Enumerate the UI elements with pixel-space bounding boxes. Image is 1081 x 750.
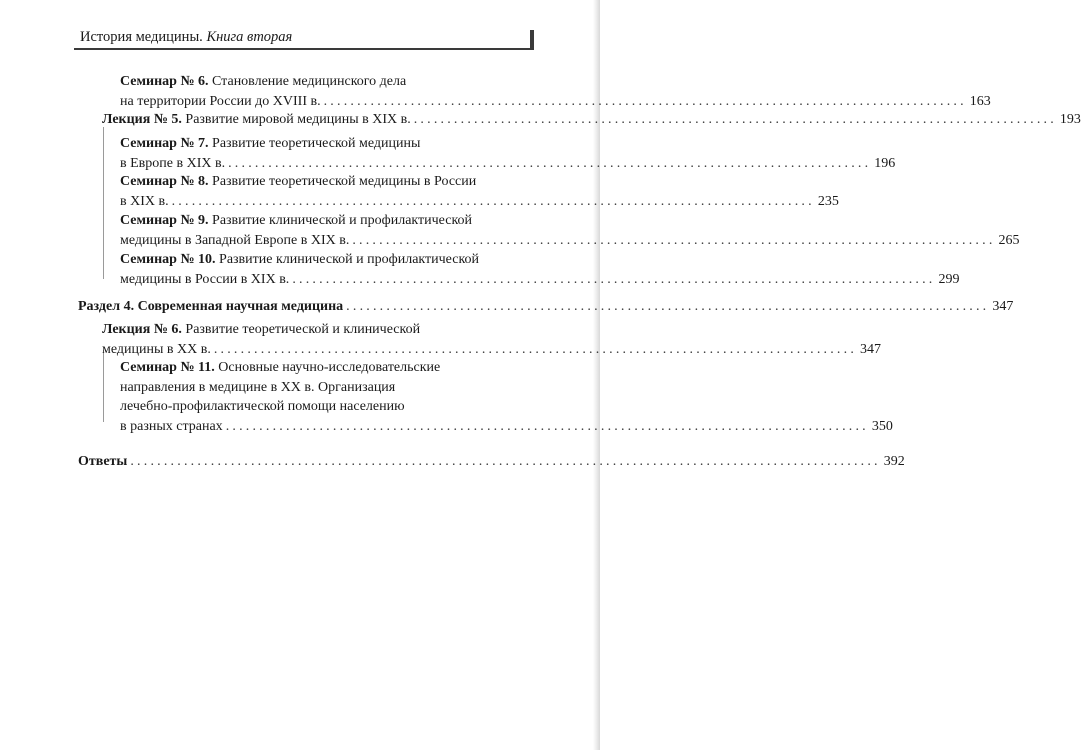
- toc-entry-seminar-10[interactable]: [120, 250, 960, 289]
- toc-entry-title-line: в XIX в.: [120, 193, 169, 209]
- leader-dots: ................................................................................................: [323, 93, 967, 109]
- toc-page-number: 347: [992, 299, 1014, 314]
- toc-entry-label: Семинар № 9.: [120, 213, 209, 228]
- toc-page-number: 196: [874, 155, 896, 171]
- group-bar: [103, 127, 104, 279]
- toc-page-number: 193: [1059, 112, 1081, 127]
- toc-page-number: 392: [883, 454, 905, 469]
- toc-entry-label: Ответы: [78, 454, 128, 469]
- toc-entry-title-line: Современная научная медицина: [137, 299, 344, 314]
- leader-dots: ................................................................................................: [228, 155, 872, 171]
- toc-entry-title-line: лечебно-профилактической помощи населению: [120, 399, 405, 414]
- toc-entry-title-line: направления в медицине в XX в. Организация: [120, 379, 396, 395]
- toc-entry-seminar-8[interactable]: [120, 172, 839, 211]
- toc-entry-title-line: Становление медицинского дела: [212, 74, 407, 89]
- group-bar: [103, 350, 104, 422]
- toc-entry-label: Семинар № 11.: [120, 360, 215, 375]
- toc-entry-title-line: Развитие теоретической и клинической: [185, 322, 421, 337]
- leader-dots: ................................................................................................: [292, 271, 936, 287]
- toc-entry-lecture-5[interactable]: [102, 110, 1081, 130]
- leader-dots: ................................................................................................: [225, 418, 869, 434]
- toc-page-number: 347: [860, 341, 882, 357]
- toc-entry-title-line: Основные научно-исследовательские: [218, 360, 441, 375]
- toc-entry-title-line: Развитие теоретической медицины в России: [212, 174, 477, 189]
- toc-entry-seminar-9[interactable]: [120, 211, 1020, 250]
- toc-entry-seminar-7[interactable]: [120, 134, 896, 173]
- toc-entry-title-line: Развитие клинической и профилактической: [219, 252, 480, 267]
- toc-entry-answers[interactable]: [78, 452, 905, 472]
- toc-entry-label: Раздел 4.: [78, 299, 135, 314]
- leader-dots: ................................................................................................: [346, 299, 990, 314]
- toc-entry-label: Лекция № 6.: [102, 322, 182, 337]
- book-title: История медицины.: [80, 29, 203, 45]
- toc-entry-title-line: на территории России до XVIII в.: [120, 93, 321, 109]
- toc-entry-label: Семинар № 8.: [120, 174, 209, 189]
- toc-entry-title-line: Развитие мировой медицины в XIX в.: [185, 112, 411, 127]
- toc-entry-section-4[interactable]: [78, 297, 1014, 317]
- leader-dots: ................................................................................................: [171, 193, 815, 209]
- toc-entry-title-line: Развитие клинической и профилактической: [212, 213, 473, 228]
- leader-dots: ................................................................................................................: [130, 454, 881, 469]
- leader-dots: ................................................................................................: [352, 232, 996, 248]
- toc-entry-seminar-6[interactable]: [120, 72, 991, 111]
- toc-entry-title-line: медицины в России в XIX в.: [120, 271, 290, 287]
- toc-entry-lecture-6[interactable]: [102, 320, 882, 359]
- toc-entry-title-line: в разных странах: [120, 418, 223, 434]
- toc-entry-title-line: в Европе в XIX в.: [120, 155, 226, 171]
- toc-page-number: 299: [938, 271, 960, 287]
- toc-page-number: 265: [998, 232, 1020, 248]
- book-subtitle: Книга вторая: [206, 29, 293, 45]
- toc-page-number: 350: [871, 418, 893, 434]
- toc-page-number: 163: [969, 93, 991, 109]
- leader-dots: ................................................................................................: [413, 112, 1057, 127]
- leader-dots: ................................................................................................: [213, 341, 858, 357]
- toc-entry-label: Семинар № 7.: [120, 136, 209, 151]
- toc-entry-title-line: Развитие теоретической медицины: [212, 136, 421, 151]
- toc-entry-label: Семинар № 6.: [120, 74, 209, 89]
- toc-page-number: 235: [817, 193, 839, 209]
- toc-entry-title-line: медицины в XX в.: [102, 341, 211, 357]
- toc-entry-label: Семинар № 10.: [120, 252, 216, 267]
- toc-entry-title-line: медицины в Западной Европе в XIX в.: [120, 232, 350, 248]
- toc-entry-label: Лекция № 5.: [102, 112, 182, 127]
- toc-entry-seminar-11[interactable]: [120, 358, 893, 436]
